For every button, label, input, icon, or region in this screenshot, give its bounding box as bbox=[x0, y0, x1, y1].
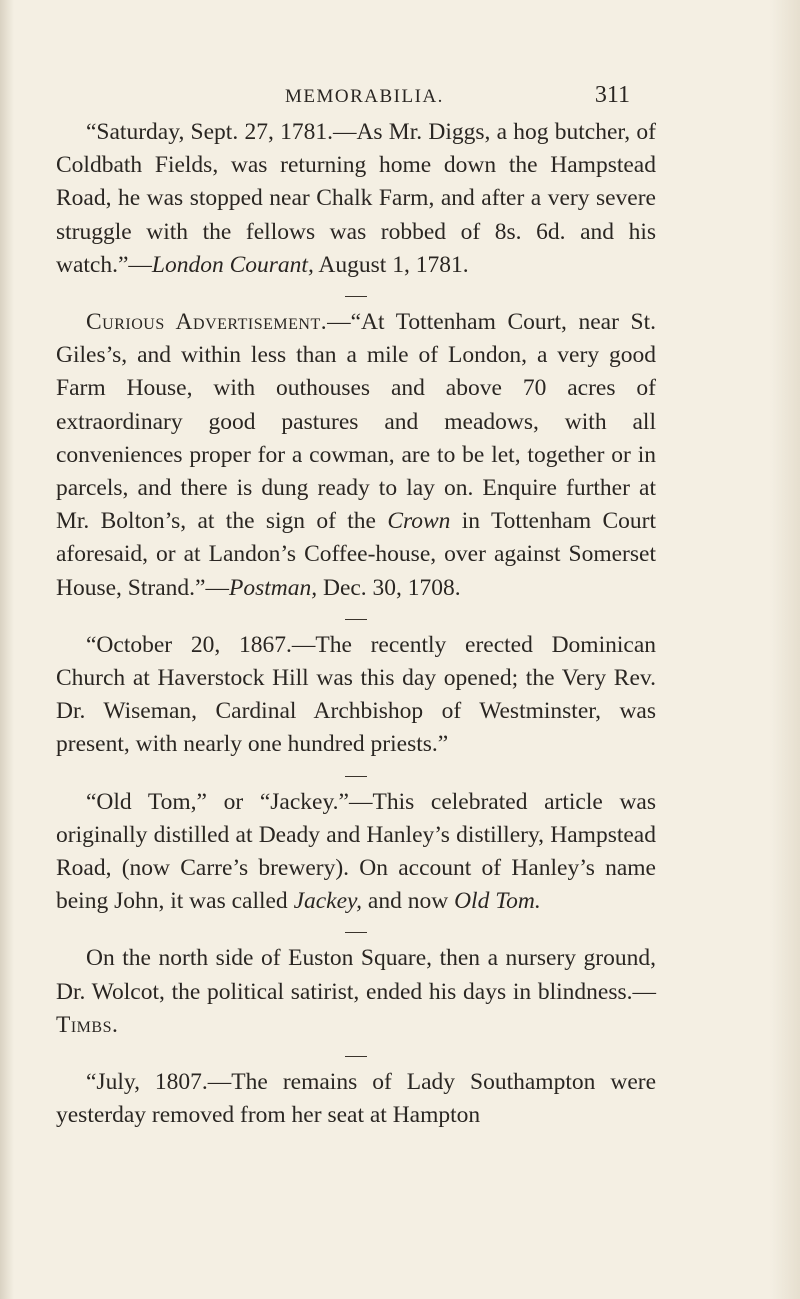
running-head: MEMORABILIA. bbox=[285, 86, 444, 107]
nickname-old-tom: Old Tom. bbox=[454, 888, 541, 915]
entry-heading: Curious Advertisement. bbox=[86, 309, 328, 336]
page-edge-right bbox=[770, 0, 800, 1299]
entry-euston-square: On the north side of Euston Square, then a nursery ground, Dr. Wolcot, the political satirist, ended his days in blindness.—Timbs. bbox=[56, 945, 656, 1038]
entry-dominican-church: “October 20, 1867.—The recently erected Dominican Church at Haverstock Hill was this day opened; the Very Rev. Dr. Wiseman, Cardinal Archbishop of Westminster, was present, with nearly one hundred priests.” bbox=[56, 631, 656, 758]
section-divider bbox=[345, 776, 367, 777]
citation-date: Dec. 30, 1708. bbox=[317, 574, 461, 601]
body-text bbox=[56, 116, 656, 1132]
author-attribution: Timbs. bbox=[56, 1011, 119, 1038]
nickname-jackey: Jackey, bbox=[293, 888, 363, 915]
source-citation: Postman, bbox=[228, 574, 318, 601]
section-divider bbox=[345, 619, 367, 620]
page-header bbox=[250, 82, 630, 112]
entry-old-tom: “Old Tom,” or “Jackey.”—This celebrated article was originally distilled at Deady and Hanley’s distillery, Hampstead Road, (now Carre’s brewery). On account of Hanley’s name being John, it was called Jackey, and now Old Tom. bbox=[56, 788, 656, 915]
section-divider bbox=[345, 932, 367, 933]
section-divider bbox=[345, 296, 367, 297]
page-number: 311 bbox=[594, 82, 630, 108]
entry-curious-advertisement: Curious Advertisement.—“At Tottenham Court, near St. Giles’s, and within less than a mile of London, a very good Farm House, with outhouses and above 70 acres of extraordinary good pastures and meadows, with all conveniences proper for a cowman, are to be let, together or in parcels, and there is dung ready to lay on. Enquire further at Mr. Bolton’s, at the sign of the Crown in Tottenham Court aforesaid, or at Landon’s Coffee-house, over against Somerset House, Strand.”—Postman, Dec. 30, 1708. bbox=[56, 309, 657, 601]
page-edge-left bbox=[0, 0, 14, 1299]
sign-name: Crown bbox=[387, 508, 451, 535]
entry-lady-southampton: “July, 1807.—The remains of Lady Southampton were yesterday removed from her seat at Hampton bbox=[56, 1069, 656, 1129]
entry-diggs-robbery: “Saturday, Sept. 27, 1781.—As Mr. Diggs, a hog butcher, of Coldbath Fields, was returning home down the Hampstead Road, he was stopped near Chalk Farm, and after a very severe struggle with the fellows was robbed of 8s. 6d. and his watch.”—London Courant, August 1, 1781. bbox=[56, 119, 656, 278]
source-citation: London Courant, bbox=[151, 251, 314, 278]
section-divider bbox=[345, 1056, 367, 1057]
citation-date: August 1, 1781. bbox=[313, 251, 469, 278]
